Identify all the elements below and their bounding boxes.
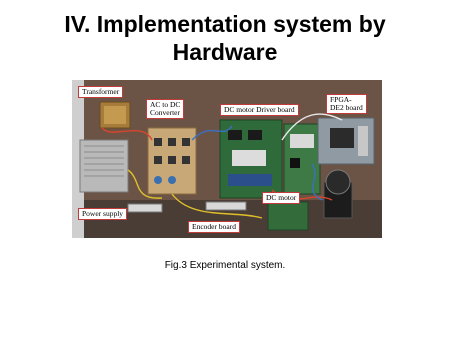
label-dc-motor: DC motor [262, 192, 300, 204]
label-ac-to-dc-converter [146, 99, 184, 119]
label-power-supply: Power supply [78, 208, 127, 220]
power-supply-unit [80, 140, 128, 192]
label-ac-to-dc-line-1: AC to DC [150, 100, 181, 109]
label-dc-motor-driver-board: DC motor Driver board [220, 104, 299, 116]
label-transformer: Transformer [78, 86, 123, 98]
experimental-system-photo [72, 80, 382, 238]
label-encoder-board: Encoder board [188, 221, 240, 233]
label-fpga-de2-board [326, 94, 367, 114]
label-ac-to-dc-line-2: Converter [150, 108, 180, 117]
slide-title [0, 10, 450, 66]
label-fpga-line-2: DE2 board [330, 103, 363, 112]
encoder-board-unit [268, 202, 308, 230]
title-line-2: Hardware [172, 39, 278, 65]
figure-caption: Fig.3 Experimental system. [164, 260, 286, 271]
label-fpga-line-1: FPGA- [330, 95, 352, 104]
title-line-1: IV. Implementation system by [64, 11, 386, 37]
